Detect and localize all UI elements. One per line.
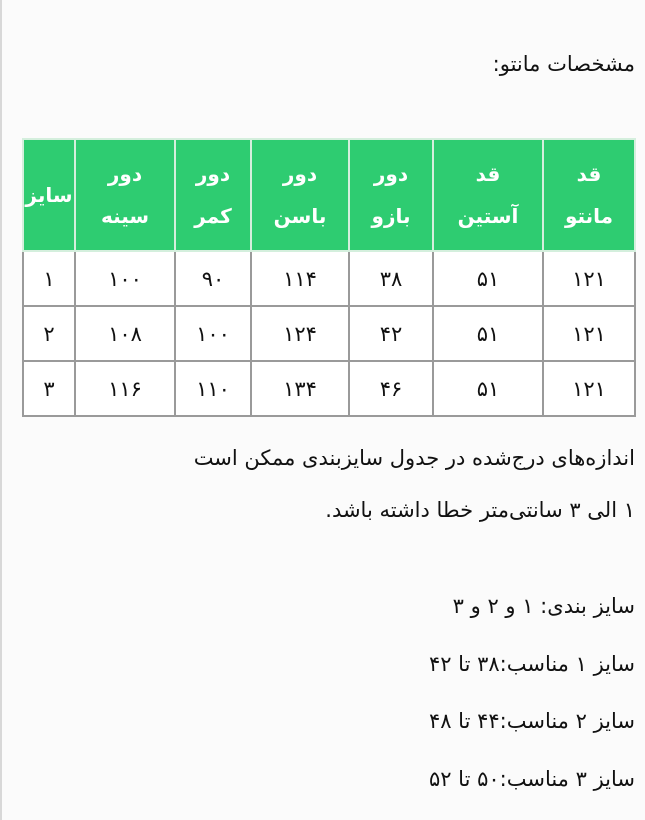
section-title: مشخصات مانتو: xyxy=(492,52,635,76)
table-cell: ۱۲۴ xyxy=(251,306,349,361)
table-cell: ۱۳۴ xyxy=(251,361,349,416)
header-chest-circumference: دور سینه xyxy=(75,139,175,251)
header-sleeve-length: قد آستین xyxy=(433,139,543,251)
table-cell: ۱۰۸ xyxy=(75,306,175,361)
header-size: سایز xyxy=(23,139,75,251)
table-header-row xyxy=(23,139,635,251)
measurement-tolerance-note xyxy=(35,432,635,536)
header-waist-circumference: دور کمر xyxy=(175,139,251,251)
list-item: سایز بندی: ۱ و ۲ و ۳ xyxy=(452,594,635,618)
table-cell: ۱۲۱ xyxy=(543,251,635,306)
note-line: اندازه‌های درج‌شده در جدول سایزبندی ممکن است xyxy=(193,446,635,470)
table-row xyxy=(23,306,635,361)
header-hip-circumference: دور باسن xyxy=(251,139,349,251)
list-item: سایز ۲ مناسب:۴۴ تا ۴۸ xyxy=(428,709,635,733)
table-cell: ۵۱ xyxy=(433,251,543,306)
list-item: سایز ۳ مناسب:۵۰ تا ۵۲ xyxy=(428,766,635,791)
note-line: ۱ الی ۳ سانتی‌متر خطا داشته باشد. xyxy=(325,498,635,522)
table-cell: ۱۱۰ xyxy=(175,361,251,416)
table-row xyxy=(23,251,635,306)
table-cell: ۵۱ xyxy=(433,361,543,416)
table-row xyxy=(23,361,635,416)
table-cell: ۱۱۴ xyxy=(251,251,349,306)
size-chart-table xyxy=(22,138,636,417)
table-cell: ۱۱۶ xyxy=(75,361,175,416)
size-fit-list xyxy=(429,584,635,814)
table-cell: ۴۲ xyxy=(349,306,433,361)
list-item: سایز ۱ مناسب:۳۸ تا ۴۲ xyxy=(428,651,635,676)
header-mantou-length: قد مانتو xyxy=(543,139,635,251)
header-arm-circumference: دور بازو xyxy=(349,139,433,251)
table-cell: ۱ xyxy=(23,251,75,306)
table-cell: ۱۲۱ xyxy=(543,306,635,361)
page-edge-divider xyxy=(0,0,2,820)
table-cell: ۴۶ xyxy=(349,361,433,416)
table-cell: ۱۲۱ xyxy=(543,361,635,416)
table-cell: ۵۱ xyxy=(433,306,543,361)
table-cell: ۲ xyxy=(23,306,75,361)
table-cell: ۳۸ xyxy=(349,251,433,306)
table-cell: ۳ xyxy=(23,361,75,416)
table-cell: ۹۰ xyxy=(175,251,251,306)
table-cell: ۱۰۰ xyxy=(75,251,175,306)
table-cell: ۱۰۰ xyxy=(175,306,251,361)
